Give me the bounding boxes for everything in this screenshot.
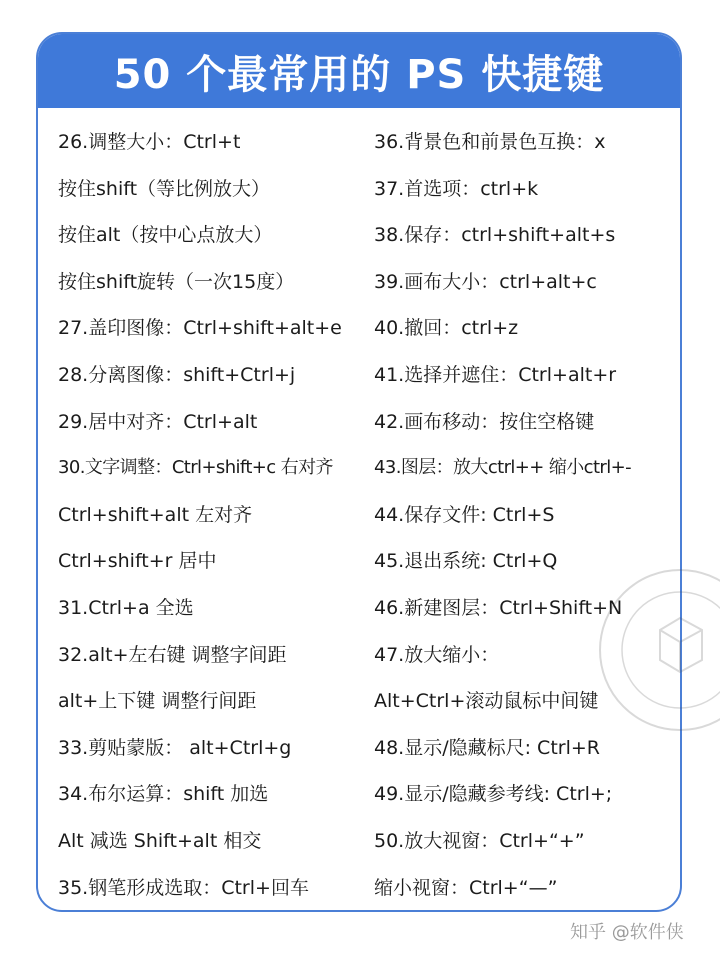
list-item: 45.退出系统: Ctrl+Q (374, 550, 558, 573)
list-item: 27.盖印图像：Ctrl+shift+alt+e (58, 317, 342, 340)
list-item: 缩小视窗：Ctrl+“—” (374, 876, 558, 899)
list-item: 43.图层：放大ctrl++ 缩小ctrl+- (374, 457, 631, 479)
list-item: 50.放大视窗：Ctrl+“+” (374, 829, 585, 852)
left-column (58, 128, 358, 912)
list-item: 38.保存：ctrl+shift+alt+s (374, 224, 616, 247)
right-column (374, 128, 674, 912)
list-item: 37.首选项：ctrl+k (374, 177, 539, 200)
list-item: 30.文字调整：Ctrl+shift+c 右对齐 (58, 457, 333, 479)
list-item: 35.钢笔形成选取：Ctrl+回车 (58, 876, 309, 899)
watermark-text: 知乎 @软件侠 (570, 922, 684, 943)
list-item: 31.Ctrl+a 全选 (58, 596, 194, 619)
list-item: 48.显示/隐藏标尺: Ctrl+R (374, 736, 600, 759)
title-bar (38, 34, 680, 108)
list-item: 28.分离图像：shift+Ctrl+j (58, 363, 296, 386)
list-item: Alt 减选 Shift+alt 相交 (58, 829, 262, 852)
list-item: 49.显示/隐藏参考线: Ctrl+; (374, 783, 613, 806)
list-item: 42.画布移动：按住空格键 (374, 410, 595, 433)
list-item: 36.背景色和前景色互换：x (374, 131, 606, 153)
list-item: 47.放大缩小： (374, 643, 500, 666)
list-item: 29.居中对齐：Ctrl+alt (58, 410, 258, 433)
list-item: Ctrl+shift+r 居中 (58, 550, 217, 573)
shortcut-card (36, 32, 682, 912)
list-item: 34.布尔运算：shift 加选 (58, 783, 269, 806)
list-item: 44.保存文件: Ctrl+S (374, 503, 555, 526)
list-item: alt+上下键 调整行间距 (58, 690, 257, 713)
list-item: 按住shift（等比例放大） (58, 177, 271, 200)
list-item: 41.选择并遮住：Ctrl+alt+r (374, 363, 617, 386)
list-item: 40.撤回：ctrl+z (374, 317, 519, 340)
page-title: 50 个最常用的 PS 快捷键 (113, 51, 605, 98)
list-item: 39.画布大小：ctrl+alt+c (374, 270, 597, 293)
list-item: 按住shift旋转（一次15度） (58, 270, 295, 293)
list-item: Ctrl+shift+alt 左对齐 (58, 503, 253, 526)
list-item: 32.alt+左右键 调整字间距 (58, 643, 287, 666)
watermark-stamp-icon (590, 560, 720, 740)
list-item: 33.剪贴蒙版： alt+Ctrl+g (58, 736, 292, 759)
list-item: 26.调整大小：Ctrl+t (58, 131, 241, 153)
list-item: 按住alt（按中心点放大） (58, 224, 273, 247)
list-item: Alt+Ctrl+滚动鼠标中间键 (374, 690, 599, 713)
list-item: 46.新建图层：Ctrl+Shift+N (374, 596, 623, 619)
